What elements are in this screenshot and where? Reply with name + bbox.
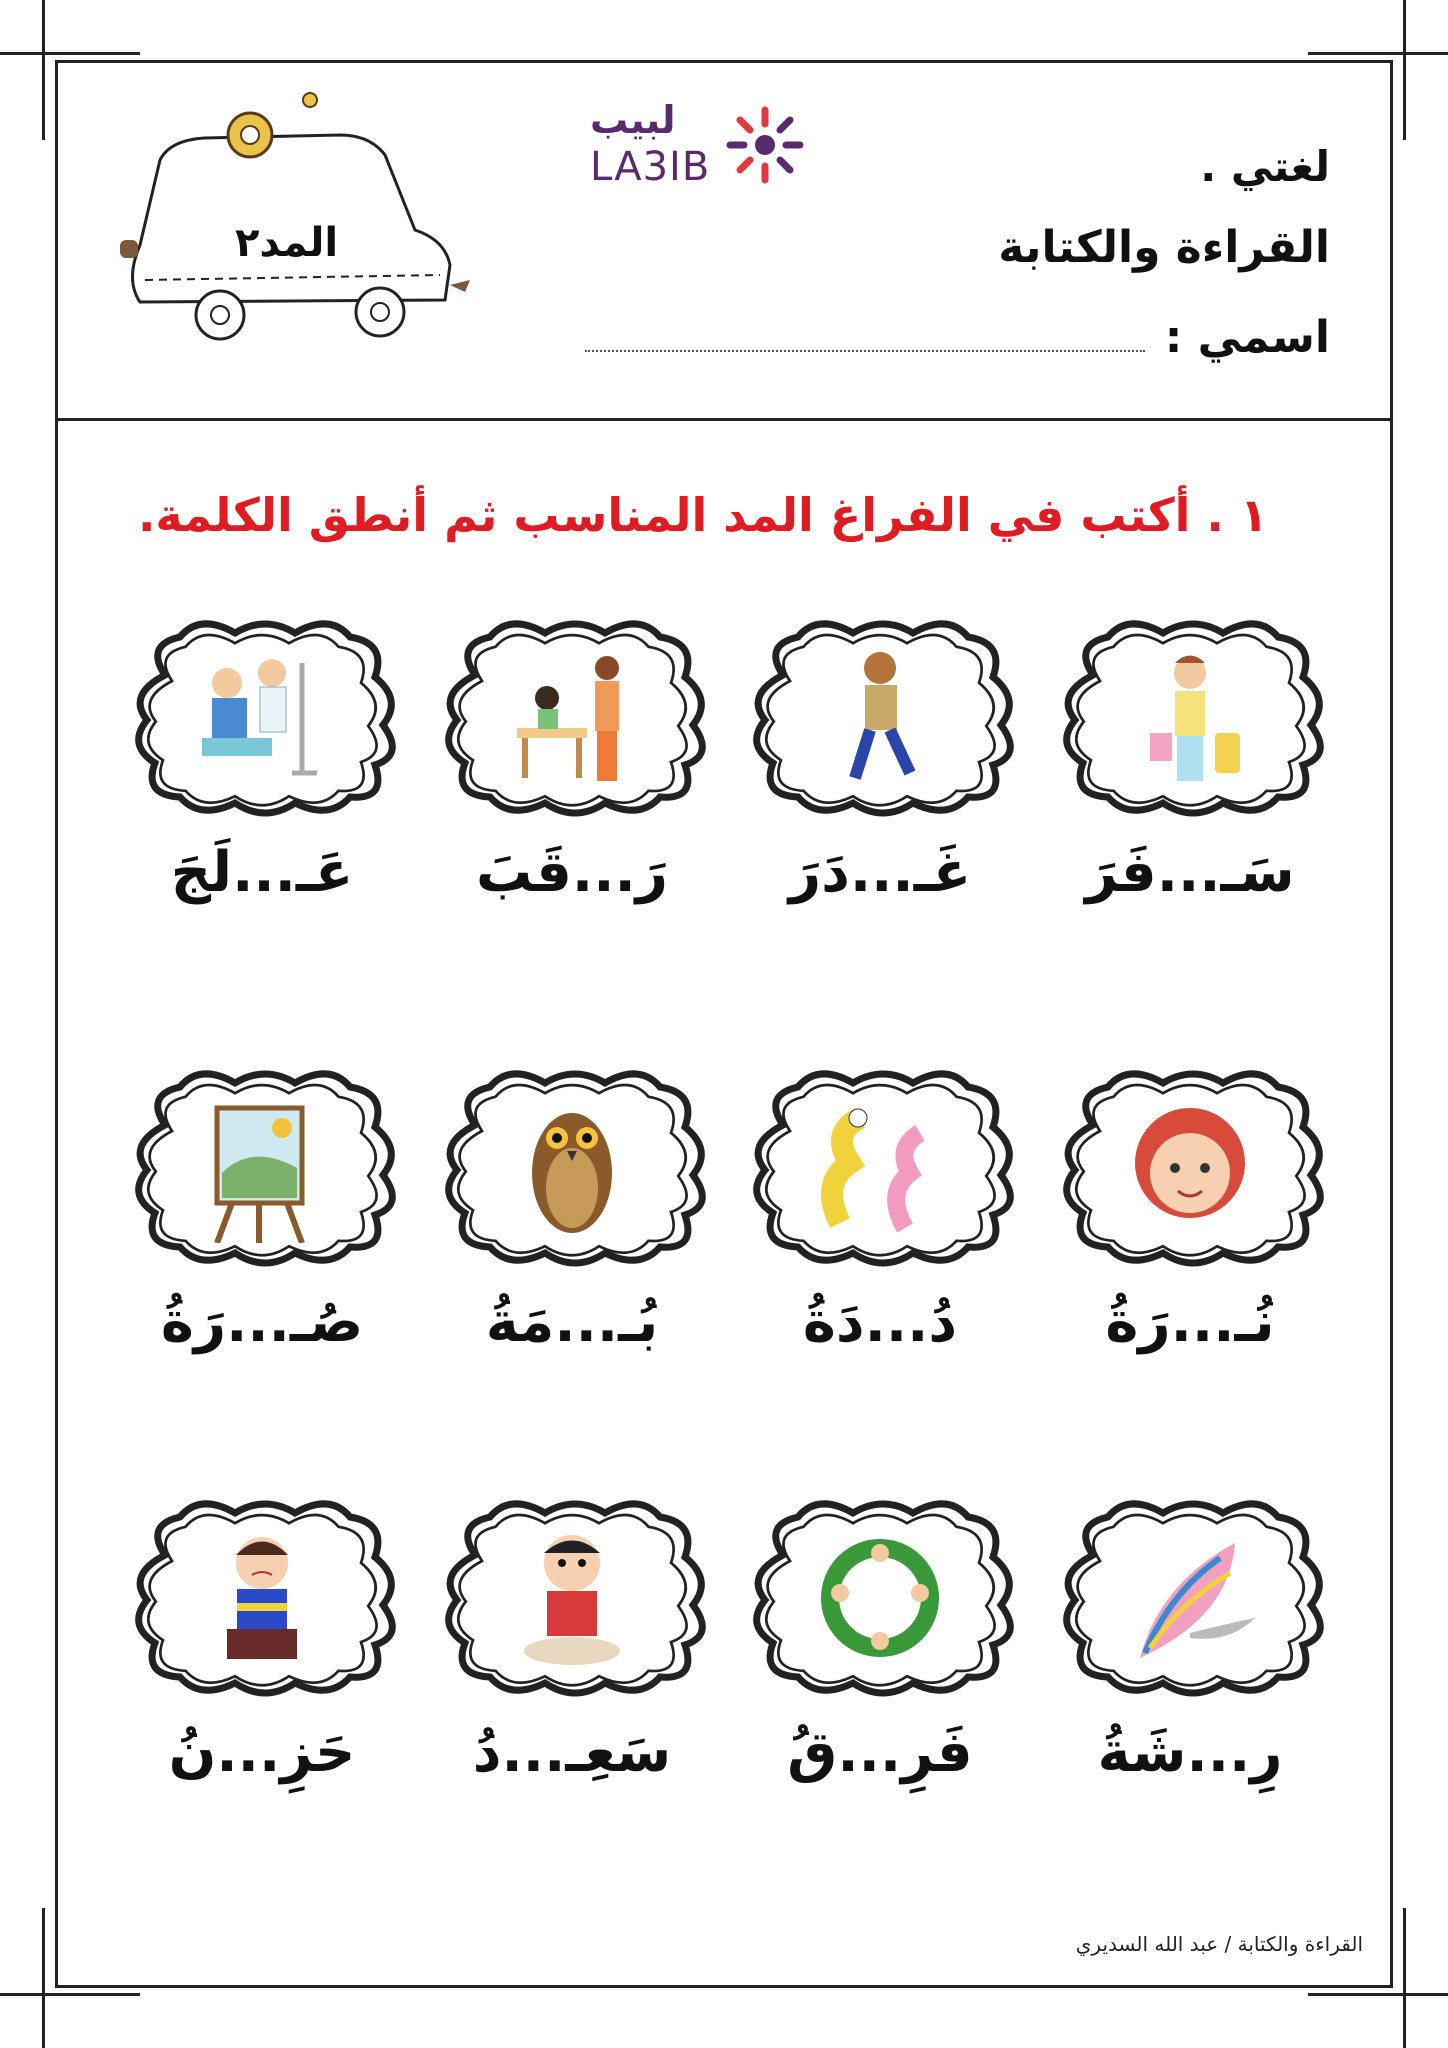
picture-card bbox=[122, 1065, 402, 1270]
painting-easel-icon bbox=[192, 1093, 332, 1243]
crop-mark bbox=[0, 52, 140, 55]
name-field[interactable] bbox=[585, 328, 1145, 352]
badge-label: المد٢ bbox=[235, 220, 339, 266]
fill-in-word[interactable]: رِ...شَةُ bbox=[1097, 1720, 1283, 1785]
crop-mark bbox=[0, 1993, 140, 1996]
picture-card bbox=[432, 1065, 712, 1270]
owl-icon bbox=[502, 1093, 642, 1243]
crop-mark bbox=[42, 0, 45, 140]
picture-card bbox=[1050, 1065, 1330, 1270]
fill-in-word[interactable]: غَـ...دَرَ bbox=[788, 840, 972, 905]
crop-mark bbox=[1308, 52, 1448, 55]
logo-mark-icon bbox=[710, 90, 820, 200]
name-row bbox=[585, 312, 1330, 363]
picture-card bbox=[740, 1065, 1020, 1270]
fill-in-word[interactable]: فَرِ...قُ bbox=[787, 1720, 973, 1785]
worms-icon bbox=[810, 1093, 950, 1243]
feather-icon bbox=[1120, 1523, 1260, 1673]
picture-card bbox=[1050, 615, 1330, 820]
crop-mark bbox=[1308, 1993, 1448, 1996]
fill-in-word[interactable]: عَـ...لَجَ bbox=[170, 840, 354, 905]
fill-in-word[interactable]: رَ...قَبَ bbox=[475, 840, 668, 905]
fill-in-word[interactable]: سَعِـ...دُ bbox=[472, 1720, 672, 1785]
header-divider bbox=[55, 418, 1393, 421]
team-icon bbox=[810, 1523, 950, 1673]
girl-face-icon bbox=[1120, 1093, 1260, 1243]
dentist-icon bbox=[192, 643, 332, 793]
crop-mark bbox=[42, 1908, 45, 2048]
happy-boy-icon bbox=[502, 1523, 642, 1673]
picture-card bbox=[740, 1495, 1020, 1700]
picture-card bbox=[122, 1495, 402, 1700]
fill-in-word[interactable]: نُـ...رَةُ bbox=[1105, 1290, 1275, 1355]
skill-title: القراءة والكتابة bbox=[998, 222, 1330, 273]
picture-card bbox=[432, 615, 712, 820]
crop-mark bbox=[1403, 1908, 1406, 2048]
fill-in-word[interactable]: بُـ...مَةُ bbox=[485, 1290, 659, 1355]
picture-card bbox=[122, 615, 402, 820]
fill-in-word[interactable]: حَزِ...نُ bbox=[168, 1720, 356, 1785]
logo-latin: LA3IB bbox=[590, 144, 711, 190]
labib-logo bbox=[590, 98, 820, 198]
crop-mark bbox=[1403, 0, 1406, 140]
running-boy-icon bbox=[810, 643, 950, 793]
picture-card bbox=[432, 1495, 712, 1700]
footer-credit: القراءة والكتابة / عبد الله السديري bbox=[1075, 1932, 1363, 1956]
traveler-icon bbox=[1120, 643, 1260, 793]
picture-card bbox=[740, 615, 1020, 820]
subject-title: لغتي . bbox=[1200, 142, 1330, 191]
teacher-student-icon bbox=[502, 643, 642, 793]
picture-card bbox=[1050, 1495, 1330, 1700]
fill-in-word[interactable]: دُ...دَةُ bbox=[802, 1290, 958, 1355]
fill-in-word[interactable]: سَـ...فَرَ bbox=[1085, 840, 1295, 905]
sad-boy-icon bbox=[192, 1523, 332, 1673]
name-label: اسمي : bbox=[1164, 312, 1330, 363]
logo-arabic: لبيب bbox=[590, 98, 676, 142]
fill-in-word[interactable]: صُـ...رَةُ bbox=[160, 1290, 364, 1355]
question-text: ١ . أكتب في الفراغ المد المناسب ثم أنطق الكلمة. bbox=[137, 488, 1268, 542]
